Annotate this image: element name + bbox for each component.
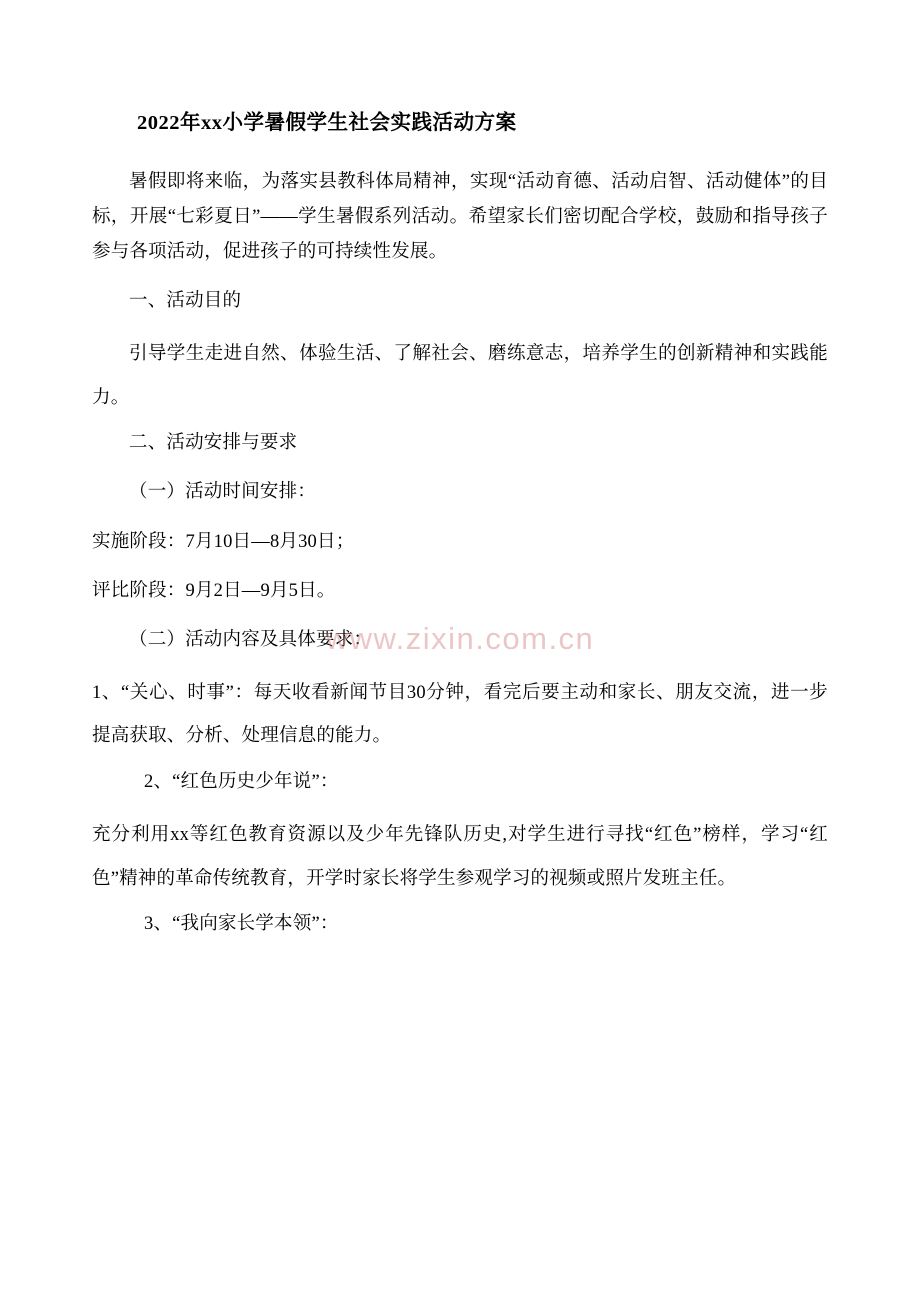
- paragraph-item-3: 3、“我向家长学本领”：: [144, 913, 339, 934]
- heading-subsection-schedule: （一）活动时间安排：: [129, 482, 317, 503]
- paragraph-implementation-phase: 实施阶段：7月10日—8月30日；: [92, 531, 355, 552]
- heading-section-one: 一、活动目的: [129, 291, 242, 312]
- paragraph-item-2-detail: 充分利用xx等红色教育资源以及少年先锋队历史,对学生进行寻找“红色”榜样，学习“红色”精神的革命传统教育，开学时家长将学生参观学习的视频或照片发班主任。: [92, 825, 828, 889]
- paragraph-purpose: 引导学生走进自然、体验生活、了解社会、磨练意志，培养学生的创新精神和实践能力。: [92, 344, 828, 408]
- heading-section-two: 二、活动安排与要求: [129, 433, 298, 454]
- heading-subsection-content: （二）活动内容及具体要求：: [129, 629, 373, 650]
- paragraph-item-2: 2、“红色历史少年说”：: [144, 771, 339, 792]
- page-title: 2022年xx小学暑假学生社会实践活动方案: [137, 112, 517, 134]
- paragraph-evaluation-phase: 评比阶段：9月2日—9月5日。: [92, 580, 336, 601]
- paragraph-item-1: 1、“关心、时事”：每天收看新闻节目30分钟，看完后要主动和家长、朋友交流，进一步提高获取、分析、处理信息的能力。: [92, 682, 828, 747]
- watermark-text: www.zixin.com.cn: [325, 621, 595, 656]
- paragraph-intro: 暑假即将来临，为落实县教科体局精神，实现“活动育德、活动启智、活动健体”的目标，开展“七彩夏日”——学生暑假系列活动。希望家长们密切配合学校，鼓励和指导孩子参与各项活动，促进孩子的可持续性发展。: [92, 171, 828, 263]
